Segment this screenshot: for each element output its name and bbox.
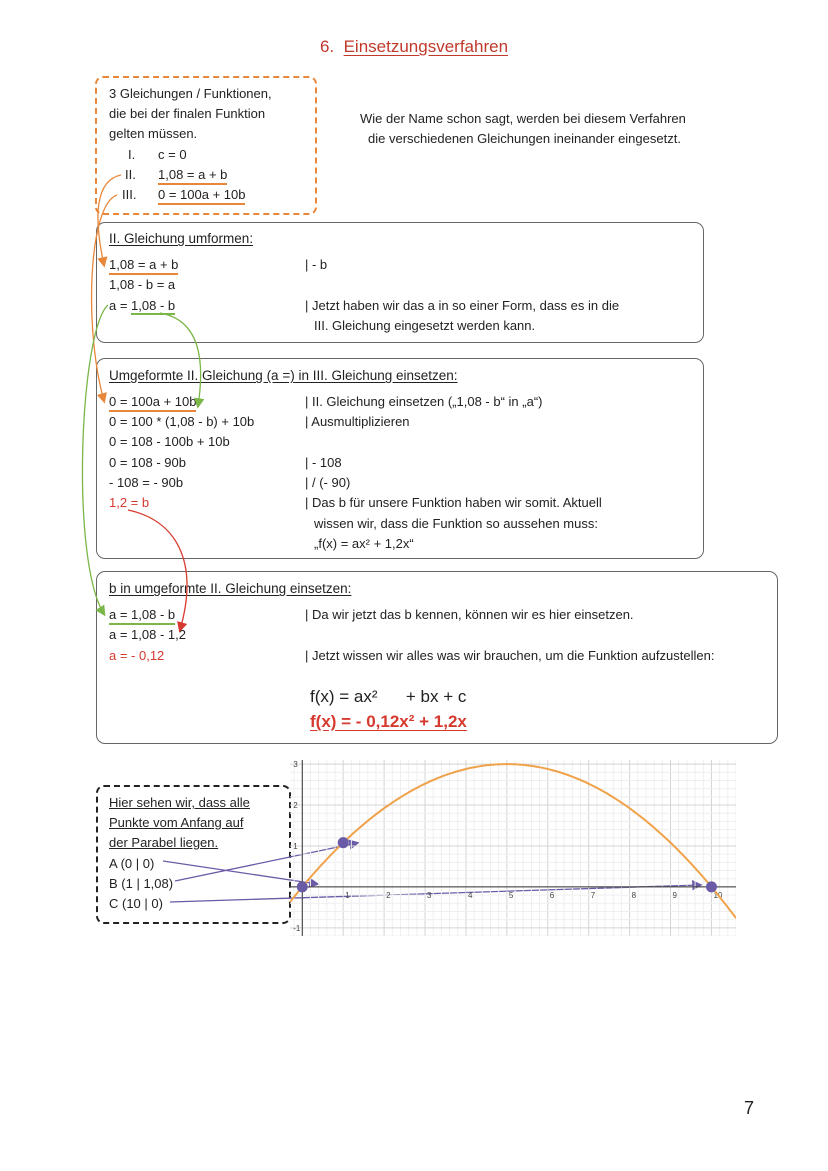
- x-tick-label: 7: [590, 890, 596, 900]
- intro-line: gelten müssen.: [109, 126, 198, 141]
- note-line: | Jetzt haben wir das a in so einer Form, dass es in die: [305, 298, 620, 313]
- equation: c = 0: [158, 147, 187, 162]
- note-line: „f(x) = ax² + 1,2x“: [314, 536, 414, 551]
- data-point: [338, 837, 349, 848]
- points-heading: Punkte vom Anfang auf: [109, 815, 244, 830]
- x-tick-label: 9: [672, 890, 677, 900]
- equation-line: 0 = 108 - 90b: [109, 455, 186, 470]
- expression-highlight: 1,08 - b: [131, 298, 176, 313]
- note-line: | / (- 90): [305, 475, 351, 490]
- equation-line: - 108 = - 90b: [109, 475, 184, 490]
- result-line: 1,2 = b: [109, 495, 150, 510]
- x-tick-label: 1: [345, 890, 350, 900]
- equation-line: a = 1,08 - b: [109, 607, 175, 625]
- note-line: III. Gleichung eingesetzt werden kann.: [314, 318, 536, 333]
- y-tick-label: 3: [293, 760, 298, 770]
- equation-line: 1,08 - b = a: [109, 277, 176, 292]
- x-tick-label: 5: [508, 890, 514, 900]
- description-line: Wie der Name schon sagt, werden bei diesem Verfahren: [360, 111, 686, 126]
- y-tick-label: 2: [293, 801, 298, 811]
- note-line: | - b: [305, 257, 328, 272]
- point-label: C (10 | 0): [109, 896, 163, 911]
- equation-number: III.: [122, 187, 137, 202]
- note-line: | Ausmultiplizieren: [305, 414, 410, 429]
- title-text: Einsetzungsverfahren: [343, 37, 509, 56]
- x-tick-label: 2: [386, 890, 391, 900]
- parabola-chart: [290, 760, 736, 936]
- title-number: 6.: [319, 37, 335, 56]
- note-line: wissen wir, dass die Funktion so aussehen muss:: [314, 516, 598, 531]
- page-number: 7: [743, 1098, 754, 1118]
- x-tick-label: 4: [467, 890, 473, 900]
- equation-line: 0 = 100 * (1,08 - b) + 10b: [109, 414, 255, 429]
- equation-line: 0 = 108 - 100b + 10b: [109, 434, 230, 449]
- equation-line: a = 1,08 - b: [109, 298, 176, 313]
- x-tick-label: 3: [427, 890, 432, 900]
- equation-line: a = 1,08 - 1,2: [109, 627, 186, 642]
- note-line: | Jetzt wissen wir alles was wir brauchen, um die Funktion aufzustellen:: [305, 648, 715, 663]
- x-tick-label: 6: [549, 890, 555, 900]
- note-line: | Da wir jetzt das b kennen, können wir es hier einsetzen.: [305, 607, 634, 622]
- equation: 1,08 = a + b: [158, 167, 227, 185]
- card-heading: II. Gleichung umformen:: [109, 231, 254, 246]
- x-tick-label: 10: [713, 890, 723, 900]
- equation-number: I.: [128, 147, 136, 162]
- equation: 0 = 100a + 10b: [158, 187, 245, 205]
- note-line: | II. Gleichung einsetzen („1,08 - b“ in „a“): [305, 394, 543, 409]
- card-heading: Umgeformte II. Gleichung (a =) in III. Gleichung einsetzen:: [109, 368, 458, 383]
- formula-final: f(x) = - 0,12x² + 1,2x: [310, 712, 467, 731]
- intro-line: die bei der finalen Funktion: [109, 106, 266, 121]
- result-line: a = - 0,12: [109, 648, 165, 663]
- equation-number: II.: [125, 167, 136, 182]
- intro-line: 3 Gleichungen / Funktionen,: [109, 86, 272, 101]
- data-point: [297, 881, 308, 892]
- y-tick-label: 1: [293, 841, 298, 851]
- x-tick-label: 8: [631, 890, 637, 900]
- point-label: A (0 | 0): [109, 856, 155, 871]
- point-label: B (1 | 1,08): [109, 876, 174, 891]
- data-point: [706, 881, 717, 892]
- points-heading: der Parabel liegen.: [109, 835, 219, 850]
- note-line: | - 108: [305, 455, 342, 470]
- y-tick-label: -1: [293, 923, 301, 933]
- equation-line: 1,08 = a + b: [109, 257, 178, 275]
- points-heading: Hier sehen wir, dass alle: [109, 795, 250, 810]
- description-line: die verschiedenen Gleichungen ineinander eingesetzt.: [368, 131, 681, 146]
- formula-general: f(x) = ax² + bx + c: [310, 687, 467, 706]
- note-line: | Das b für unsere Funktion haben wir somit. Aktuell: [305, 495, 602, 510]
- card-heading: b in umgeformte II. Gleichung einsetzen:: [109, 581, 352, 596]
- equation-line: 0 = 100a + 10b: [109, 394, 196, 412]
